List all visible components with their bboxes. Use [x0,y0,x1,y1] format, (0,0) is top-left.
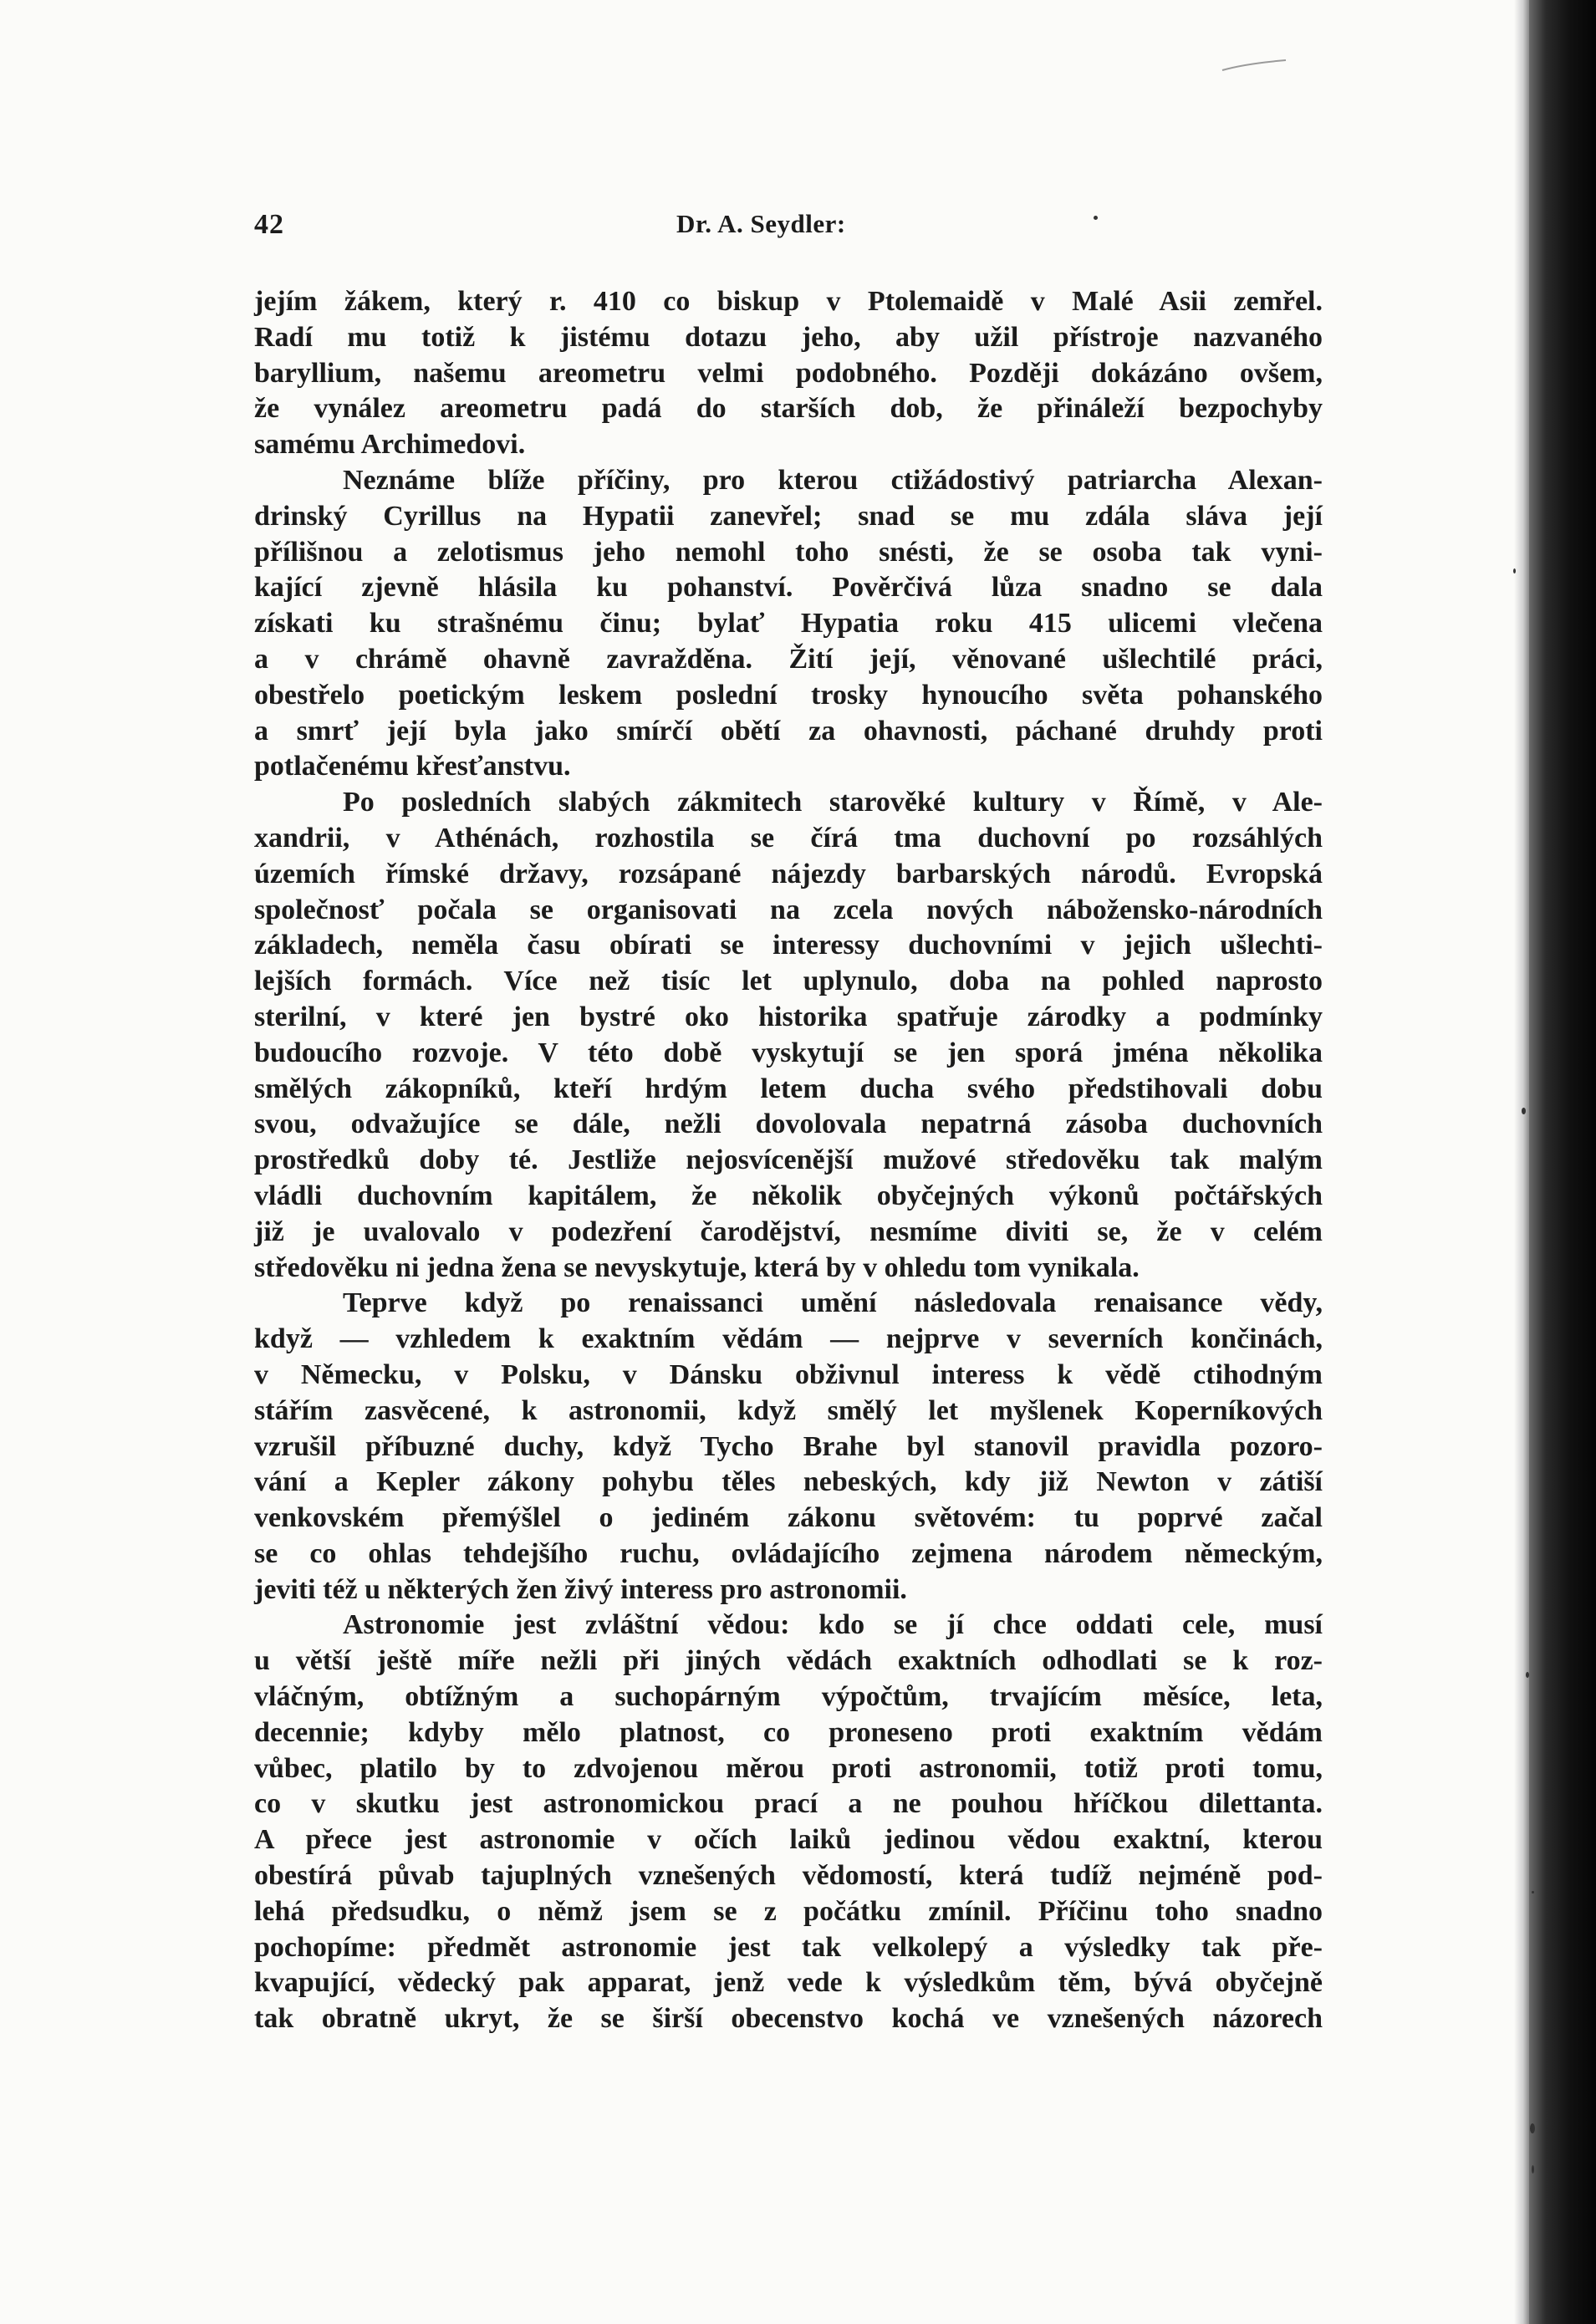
text-line: vání a Kepler zákony pohybu těles nebeských, kdy již Newton v zátiší [254,1466,1323,1498]
text-line: se co ohlas tehdejšího ruchu, ovládajícího zejmena národem německým, [254,1537,1323,1569]
text-line: prostředků doby té. Jestliže nejosvícenější mužové středověku tak malým [254,1144,1323,1176]
text-line: u větší ještě míře nežli při jiných vědách exaktních odhodlati se k roz- [254,1645,1323,1677]
scan-speck [1532,1891,1534,1893]
text-line: potlačenému křesťanstvu. [254,751,571,782]
text-line: sterilní, v které jen bystré oko historika spatřuje zárodky a podmínky [254,1001,1323,1032]
text-line: a v chrámě ohavně zavražděna. Žití její, věnované ušlechtilé práci, [254,643,1323,675]
text-line: obestírá půvab tajuplných vznešených vědomostí, která tudíž nejméně pod- [254,1860,1323,1892]
text-line: tak obratně ukryt, že se širší obecenstvo kochá ve vznešených názorech [254,2003,1323,2035]
text-line: baryllium, našemu areometru velmi podobného. Později dokázáno ovšem, [254,357,1323,389]
scan-mark [1221,59,1288,74]
text-line: svou, odvažujíce se dále, nežli dovolovala nepatrná zásoba duchovních [254,1108,1323,1140]
text-line: kvapující, vědecký pak apparat, jenž vede k výsledkům těm, bývá obyčejně [254,1967,1323,1999]
text-line: Radí mu totiž k jistému dotazu jeho, aby užil přístroje nazvaného [254,321,1323,353]
text-line: jeviti též u některých žen živý interess pro astronomii. [254,1573,907,1605]
page-number: 42 [254,209,284,240]
text-line: základech, neměla času obírati se interessy duchovními v jejich ušlechti- [254,930,1323,961]
page-shadow-edge [1514,0,1529,2324]
text-line: vůbec, platilo by to zdvojenou měrou proti astronomii, totiž proti tomu, [254,1752,1323,1784]
text-line: samému Archimedovi. [254,429,526,461]
text-line: vzrušil příbuzné duchy, když Tycho Brahe byl stanovil pravidla pozoro- [254,1430,1323,1462]
text-line: již je uvalovalo v podezření čarodějství, nesmíme diviti se, že v celém [254,1216,1323,1247]
running-title: Dr. A. Seydler: [676,209,846,238]
paragraph-start-line: Teprve když po renaissanci umění následovala renaisance vědy, [343,1287,1323,1319]
paragraph-start-line: Astronomie jest zvláštní vědou: kdo se jí chce oddati cele, musí [343,1609,1323,1641]
book-spine-edge [1529,0,1596,2324]
scan-speck [1526,1672,1529,1678]
page-header [254,209,1324,251]
text-line: obestřelo poetickým leskem poslední trosky hynoucího světa pohanského [254,679,1323,711]
scan-speck [1513,568,1516,573]
text-line: xandrii, v Athénách, rozhostila se čírá tma duchovní po rozsáhlých [254,822,1323,854]
scan-speck [1094,216,1098,220]
text-line: v Německu, v Polsku, v Dánsku obživnul interess k vědě ctihodným [254,1358,1323,1390]
text-line: stářím zasvěcené, k astronomii, když smělý let myšlenek Koperníkových [254,1394,1323,1426]
text-line: územích římské državy, rozsápané nájezdy barbarských národů. Evropská [254,858,1323,889]
text-line: drinský Cyrillus na Hypatii zanevřel; snad se mu zdála sláva její [254,500,1323,532]
text-line: budoucího rozvoje. V této době vyskytují se jen sporá jména několika [254,1037,1323,1068]
text-line: venkovském přemýšlel o jediném zákonu světovém: tu poprvé začal [254,1502,1323,1534]
text-line: společnosť počala se organisovati na zcela nových nábožensko-národních [254,894,1323,925]
text-line: že vynález areometru padá do starších dob, že přináleží bezpochyby [254,393,1323,425]
text-line: kající zjevně hlásila ku pohanství. Pověrčivá lůza snadno se dala [254,572,1323,604]
text-line: lejších formách. Více než tisíc let uplynulo, doba na pohled naprosto [254,966,1323,997]
text-line: A přece jest astronomie v očích laiků jedinou vědou exaktní, kterou [254,1824,1323,1856]
scan-speck [1530,2123,1535,2133]
text-line: pochopíme: předmět astronomie jest tak velkolepý a výsledky tak pře- [254,1931,1323,1963]
text-line: když — vzhledem k exaktním vědám — nejprve v severních končinách, [254,1323,1323,1355]
text-line: a smrť její byla jako smírčí obětí za ohavnosti, páchané druhdy proti [254,715,1323,747]
text-line: decennie; kdyby mělo platnost, co proneseno proti exaktním vědám [254,1716,1323,1748]
text-line: přílišnou a zelotismus jeho nemohl toho snésti, že se osoba tak vyni- [254,536,1323,568]
paragraph-start-line: Po posledních slabých zákmitech starověké kultury v Římě, v Ale- [343,787,1323,818]
body-text [254,284,1323,2037]
paragraph-start-line: Neznáme blíže příčiny, pro kterou ctižádostivý patriarcha Alexan- [343,464,1323,496]
text-line: vládli duchovním kapitálem, že několik obyčejných výkonů počtářských [254,1180,1323,1211]
text-line: středověku ni jedna žena se nevyskytuje, která by v ohledu tom vynikala. [254,1251,1140,1283]
scan-speck [1532,2165,1534,2174]
text-line: co v skutku jest astronomickou prací a ne pouhou hříčkou dilettanta. [254,1788,1323,1820]
text-line: jejím žákem, který r. 410 co biskup v Ptolemaidě v Malé Asii zemřel. [254,286,1323,317]
text-line: získati ku strašnému činu; bylať Hypatia roku 415 ulicemi vlečena [254,608,1323,640]
scan-speck [1522,1108,1526,1114]
text-line: smělých zákopníků, kteří hrdým letem ducha svého předstihovali dobu [254,1073,1323,1104]
text-line: vláčným, obtížným a suchopárným výpočtům, trvajícím měsíce, leta, [254,1681,1323,1713]
text-line: lehá předsudku, o němž jsem se z počátku zmínil. Příčinu toho snadno [254,1895,1323,1927]
